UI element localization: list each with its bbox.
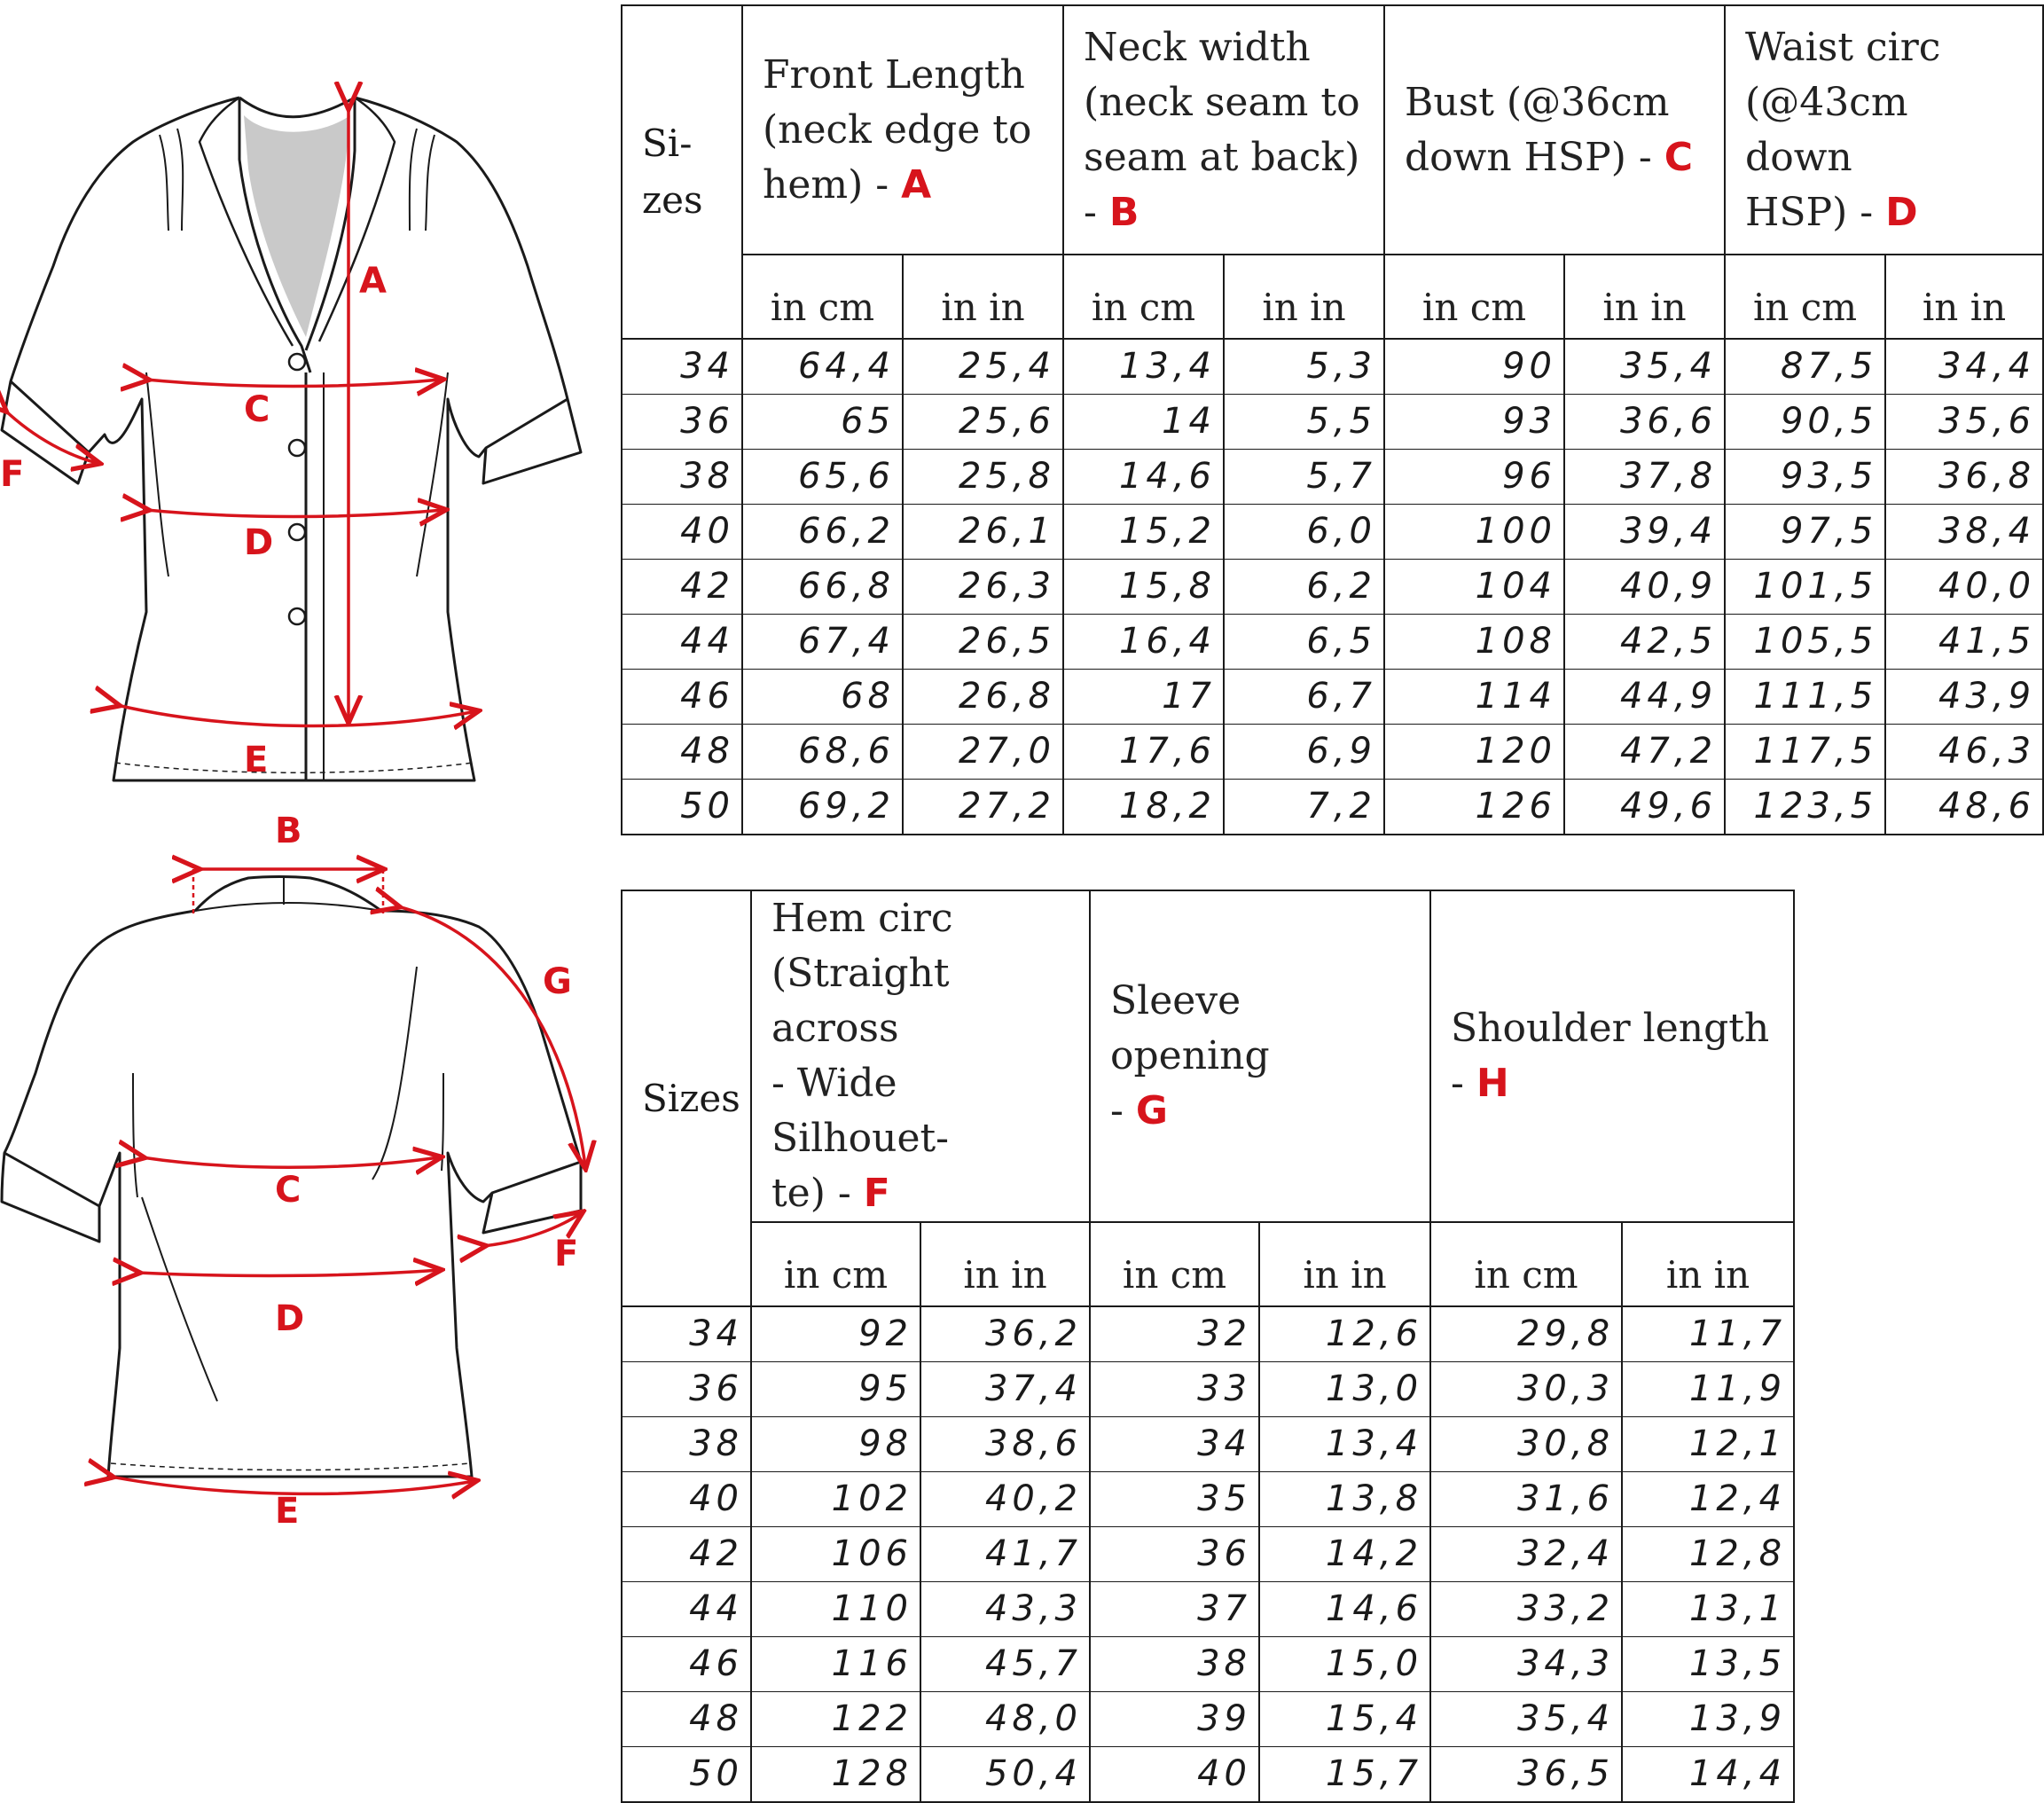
table-row	[622, 670, 2043, 725]
label-b: B	[275, 811, 302, 851]
table-row	[622, 1362, 1794, 1417]
value-cell: 64,4	[742, 339, 903, 395]
value-cell: 41,7	[920, 1527, 1090, 1582]
table-row	[622, 450, 2043, 505]
value-cell: 12,4	[1622, 1472, 1794, 1527]
header-text: Bust (@36cm down HSP) -	[1405, 79, 1670, 180]
table-row	[622, 1747, 1794, 1803]
table-row	[622, 1527, 1794, 1582]
label-f: F	[0, 454, 25, 495]
value-cell: 96	[1384, 450, 1564, 505]
front-shirt-sketch	[0, 80, 603, 789]
unit-label: in in	[1259, 1222, 1430, 1306]
measure-line-c	[146, 380, 441, 387]
value-cell: 122	[751, 1692, 920, 1747]
value-cell: 18,2	[1063, 780, 1224, 835]
value-cell: 116	[751, 1637, 920, 1692]
measurement-letter: C	[1664, 134, 1694, 180]
size-cell: 38	[622, 450, 742, 505]
table-row	[622, 339, 2043, 395]
value-cell: 38	[1090, 1637, 1259, 1692]
measure-line-g	[397, 906, 585, 1166]
value-cell: 105,5	[1725, 615, 1885, 670]
value-cell: 26,8	[903, 670, 1063, 725]
back-view-diagram	[0, 811, 603, 1532]
size-cell: 48	[622, 725, 742, 780]
unit-label: in cm	[1384, 255, 1564, 339]
value-cell: 38,4	[1885, 505, 2043, 560]
unit-label: in in	[1224, 255, 1384, 339]
value-cell: 15,4	[1259, 1692, 1430, 1747]
value-cell: 95	[751, 1362, 920, 1417]
table-row	[622, 560, 2043, 615]
value-cell: 11,7	[1622, 1306, 1794, 1362]
value-cell: 12,8	[1622, 1527, 1794, 1582]
header-text: Shoulder length -	[1451, 1006, 1770, 1106]
value-cell: 106	[751, 1527, 920, 1582]
measurement-letter: B	[1108, 189, 1139, 235]
value-cell: 46,3	[1885, 725, 2043, 780]
back-shirt-sketch	[0, 811, 603, 1532]
size-cell: 42	[622, 560, 742, 615]
value-cell: 93,5	[1725, 450, 1885, 505]
value-cell: 102	[751, 1472, 920, 1527]
unit-label: in in	[920, 1222, 1090, 1306]
header-shoulder-length	[1430, 890, 1794, 1222]
value-cell: 36,8	[1885, 450, 2043, 505]
value-cell: 43,9	[1885, 670, 2043, 725]
value-cell: 36,2	[920, 1306, 1090, 1362]
value-cell: 66,8	[742, 560, 903, 615]
value-cell: 65,6	[742, 450, 903, 505]
value-cell: 17	[1063, 670, 1224, 725]
value-cell: 101,5	[1725, 560, 1885, 615]
size-table-lower	[621, 890, 1795, 1803]
value-cell: 90,5	[1725, 395, 1885, 450]
value-cell: 68	[742, 670, 903, 725]
size-cell: 34	[622, 339, 742, 395]
value-cell: 25,8	[903, 450, 1063, 505]
value-cell: 15,7	[1259, 1747, 1430, 1803]
value-cell: 29,8	[1430, 1306, 1622, 1362]
value-cell: 30,8	[1430, 1417, 1622, 1472]
sizes-header: Sizes	[622, 890, 751, 1306]
label-a: A	[359, 261, 387, 302]
value-cell: 26,3	[903, 560, 1063, 615]
table-row	[622, 615, 2043, 670]
value-cell: 16,4	[1063, 615, 1224, 670]
header-sleeve-opening	[1090, 890, 1430, 1222]
button-3	[289, 524, 305, 540]
value-cell: 6,7	[1224, 670, 1384, 725]
value-cell: 33	[1090, 1362, 1259, 1417]
value-cell: 13,0	[1259, 1362, 1430, 1417]
value-cell: 13,5	[1622, 1637, 1794, 1692]
value-cell: 14	[1063, 395, 1224, 450]
value-cell: 128	[751, 1747, 920, 1803]
value-cell: 37	[1090, 1582, 1259, 1637]
value-cell: 123,5	[1725, 780, 1885, 835]
value-cell: 13,9	[1622, 1692, 1794, 1747]
value-cell: 36	[1090, 1527, 1259, 1582]
unit-label: in cm	[1430, 1222, 1622, 1306]
value-cell: 108	[1384, 615, 1564, 670]
measure-line-c-back	[142, 1157, 439, 1167]
value-cell: 27,2	[903, 780, 1063, 835]
table-row	[622, 1472, 1794, 1527]
value-cell: 14,6	[1259, 1582, 1430, 1637]
label-c-back: C	[275, 1170, 302, 1211]
value-cell: 44,9	[1564, 670, 1725, 725]
value-cell: 6,5	[1224, 615, 1384, 670]
value-cell: 37,4	[920, 1362, 1090, 1417]
unit-label: in in	[1622, 1222, 1794, 1306]
unit-label: in in	[1564, 255, 1725, 339]
table-row	[622, 1692, 1794, 1747]
value-cell: 6,2	[1224, 560, 1384, 615]
table-row	[622, 1417, 1794, 1472]
value-cell: 92	[751, 1306, 920, 1362]
value-cell: 12,6	[1259, 1306, 1430, 1362]
measurement-letter: F	[863, 1171, 890, 1216]
value-cell: 14,4	[1622, 1747, 1794, 1803]
size-cell: 40	[622, 1472, 751, 1527]
measurement-letter: D	[1885, 189, 1918, 235]
value-cell: 27,0	[903, 725, 1063, 780]
value-cell: 15,8	[1063, 560, 1224, 615]
size-cell: 50	[622, 780, 742, 835]
value-cell: 126	[1384, 780, 1564, 835]
value-cell: 40,9	[1564, 560, 1725, 615]
value-cell: 6,0	[1224, 505, 1384, 560]
value-cell: 100	[1384, 505, 1564, 560]
value-cell: 45,7	[920, 1637, 1090, 1692]
header-neck-width	[1063, 5, 1384, 255]
header-text: Neck width (neck seam to seam at back) -	[1084, 24, 1360, 235]
unit-label: in cm	[1063, 255, 1224, 339]
value-cell: 36,6	[1564, 395, 1725, 450]
measurement-letter: H	[1476, 1061, 1509, 1106]
value-cell: 34,3	[1430, 1637, 1622, 1692]
value-cell: 31,6	[1430, 1472, 1622, 1527]
label-c: C	[244, 389, 270, 430]
value-cell: 48,0	[920, 1692, 1090, 1747]
size-cell: 50	[622, 1747, 751, 1803]
size-cell: 40	[622, 505, 742, 560]
header-text: Waist circ (@43cm down HSP) -	[1745, 24, 1941, 235]
size-cell: 46	[622, 670, 742, 725]
value-cell: 5,3	[1224, 339, 1384, 395]
header-front-length	[742, 5, 1063, 255]
value-cell: 13,4	[1063, 339, 1224, 395]
value-cell: 41,5	[1885, 615, 2043, 670]
value-cell: 39,4	[1564, 505, 1725, 560]
value-cell: 110	[751, 1582, 920, 1637]
value-cell: 42,5	[1564, 615, 1725, 670]
label-f-back: F	[554, 1234, 579, 1274]
value-cell: 25,6	[903, 395, 1063, 450]
table-body	[622, 339, 2043, 835]
header-text: Sleeve opening -	[1110, 978, 1270, 1133]
value-cell: 14,6	[1063, 450, 1224, 505]
value-cell: 93	[1384, 395, 1564, 450]
value-cell: 66,2	[742, 505, 903, 560]
value-cell: 120	[1384, 725, 1564, 780]
value-cell: 35	[1090, 1472, 1259, 1527]
value-cell: 47,2	[1564, 725, 1725, 780]
table-row	[622, 1637, 1794, 1692]
measurement-letter: A	[901, 161, 932, 208]
value-cell: 6,9	[1224, 725, 1384, 780]
label-d: D	[244, 522, 274, 563]
value-cell: 26,1	[903, 505, 1063, 560]
value-cell: 87,5	[1725, 339, 1885, 395]
table-row	[622, 395, 2043, 450]
value-cell: 104	[1384, 560, 1564, 615]
table-row	[622, 1306, 1794, 1362]
table-row	[622, 780, 2043, 835]
size-table-upper	[621, 4, 2044, 835]
label-g: G	[543, 961, 572, 1002]
value-cell: 35,4	[1564, 339, 1725, 395]
unit-row	[622, 255, 2043, 339]
unit-label: in cm	[1090, 1222, 1259, 1306]
value-cell: 49,6	[1564, 780, 1725, 835]
button-4	[289, 608, 305, 624]
value-cell: 48,6	[1885, 780, 2043, 835]
label-e: E	[244, 740, 269, 780]
value-cell: 69,2	[742, 780, 903, 835]
value-cell: 34,4	[1885, 339, 2043, 395]
value-cell: 37,8	[1564, 450, 1725, 505]
value-cell: 12,1	[1622, 1417, 1794, 1472]
unit-label: in in	[1885, 255, 2043, 339]
table-row	[622, 725, 2043, 780]
value-cell: 25,4	[903, 339, 1063, 395]
value-cell: 33,2	[1430, 1582, 1622, 1637]
button-1	[289, 354, 305, 370]
value-cell: 13,1	[1622, 1582, 1794, 1637]
value-cell: 43,3	[920, 1582, 1090, 1637]
header-hem-circ	[751, 890, 1090, 1222]
value-cell: 97,5	[1725, 505, 1885, 560]
value-cell: 114	[1384, 670, 1564, 725]
measure-line-d-back	[137, 1270, 439, 1275]
header-text: Hem circ (Straight across - Wide Silhouet- te) -	[771, 896, 953, 1216]
value-cell: 26,5	[903, 615, 1063, 670]
size-cell: 36	[622, 395, 742, 450]
size-cell: 44	[622, 1582, 751, 1637]
value-cell: 5,7	[1224, 450, 1384, 505]
size-cell: 48	[622, 1692, 751, 1747]
size-cell: 34	[622, 1306, 751, 1362]
front-view-diagram	[0, 80, 603, 789]
value-cell: 117,5	[1725, 725, 1885, 780]
value-cell: 35,6	[1885, 395, 2043, 450]
table-row	[622, 1582, 1794, 1637]
unit-label: in cm	[751, 1222, 920, 1306]
value-cell: 15,0	[1259, 1637, 1430, 1692]
value-cell: 34	[1090, 1417, 1259, 1472]
table-row	[622, 505, 2043, 560]
unit-row	[622, 1222, 1794, 1306]
value-cell: 50,4	[920, 1747, 1090, 1803]
value-cell: 40,0	[1885, 560, 2043, 615]
header-text: Front Length (neck edge to hem) -	[763, 51, 1032, 208]
size-cell: 46	[622, 1637, 751, 1692]
value-cell: 32,4	[1430, 1527, 1622, 1582]
sizes-header: Si- zes	[622, 5, 742, 339]
value-cell: 30,3	[1430, 1362, 1622, 1417]
value-cell: 32	[1090, 1306, 1259, 1362]
value-cell: 67,4	[742, 615, 903, 670]
label-d-back: D	[275, 1298, 305, 1339]
value-cell: 35,4	[1430, 1692, 1622, 1747]
measure-line-d	[146, 510, 443, 517]
value-cell: 40	[1090, 1747, 1259, 1803]
measurement-letter: G	[1135, 1088, 1168, 1133]
size-cell: 36	[622, 1362, 751, 1417]
value-cell: 38,6	[920, 1417, 1090, 1472]
label-e-back: E	[275, 1491, 300, 1532]
value-cell: 39	[1090, 1692, 1259, 1747]
unit-label: in cm	[1725, 255, 1885, 339]
value-cell: 13,8	[1259, 1472, 1430, 1527]
value-cell: 98	[751, 1417, 920, 1472]
value-cell: 14,2	[1259, 1527, 1430, 1582]
unit-label: in cm	[742, 255, 903, 339]
value-cell: 36,5	[1430, 1747, 1622, 1803]
value-cell: 90	[1384, 339, 1564, 395]
value-cell: 40,2	[920, 1472, 1090, 1527]
header-bust	[1384, 5, 1725, 255]
size-cell: 44	[622, 615, 742, 670]
header-waist-circ	[1725, 5, 2043, 255]
size-cell: 42	[622, 1527, 751, 1582]
button-2	[289, 440, 305, 456]
value-cell: 11,9	[1622, 1362, 1794, 1417]
value-cell: 17,6	[1063, 725, 1224, 780]
measure-line-e	[117, 705, 476, 725]
unit-label: in in	[903, 255, 1063, 339]
size-cell: 38	[622, 1417, 751, 1472]
value-cell: 13,4	[1259, 1417, 1430, 1472]
value-cell: 5,5	[1224, 395, 1384, 450]
value-cell: 65	[742, 395, 903, 450]
value-cell: 111,5	[1725, 670, 1885, 725]
table-body	[622, 1306, 1794, 1802]
value-cell: 7,2	[1224, 780, 1384, 835]
value-cell: 68,6	[742, 725, 903, 780]
value-cell: 15,2	[1063, 505, 1224, 560]
